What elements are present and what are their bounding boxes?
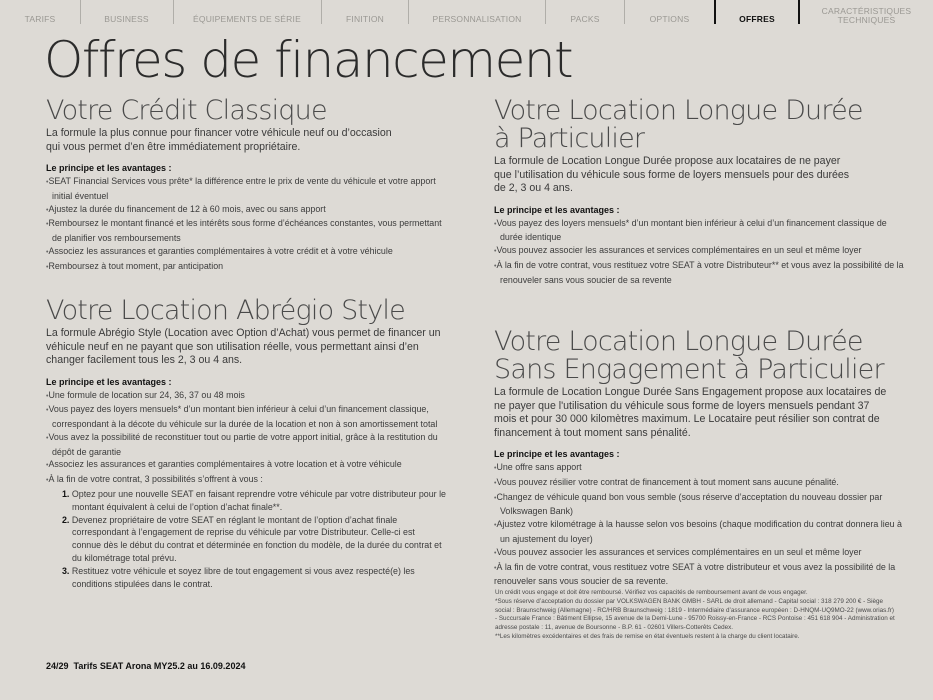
step-text: Devenez propriétaire de votre SEAT en réglant le montant de l’option d’achat finale correspondant à l’engagement de reprise du véhicule par votre Distributeur. Celle-ci est connue dès le début du contrat et déterminée en fonction du modèle, de la durée du contrat et du kilométrage total prévu.	[71, 514, 442, 564]
nav-tab-options[interactable]	[625, 0, 714, 26]
top-navigation	[0, 0, 933, 26]
list-item: • Vous pouvez associer les assurances et services complémentaires en un seul et même loyer	[494, 244, 904, 259]
nav-tab-label: OFFRES	[739, 14, 775, 24]
section-title: Votre Crédit Classique	[46, 95, 327, 126]
advantages-list	[46, 175, 446, 275]
list-item: • Une offre sans apport	[494, 461, 904, 476]
section-abregio-style	[46, 297, 446, 590]
section-lld-particulier	[494, 97, 904, 286]
list-item: • SEAT Financial Services vous prête* la différence entre le prix de vente du véhicule et votre apport initial éventuel	[46, 175, 446, 203]
list-item: • Associez les assurances et garanties complémentaires à votre location et à votre véhicule	[46, 458, 446, 473]
nav-tab-label: TARIFS	[24, 14, 56, 24]
list-item: • Ajustez la durée du financement de 12 à 60 mois, avec ou sans apport	[46, 203, 446, 218]
list-item: • Vous pouvez résilier votre contrat de financement à tout moment sans aucune pénalité.	[494, 476, 904, 491]
section-intro: La formule de Location Longue Durée Sans Engagement propose aux locataires de ne payer que l'utilisation du véhicule sous forme de loyers mensuels pendant 37 mois et pour 30 000 kilomètres maximum. Le Locataire peut résilier son contrat de financement à tout moment sans pénalité.	[494, 386, 887, 439]
page-footer	[46, 661, 245, 671]
legal-footnotes	[495, 589, 895, 642]
nav-tab-label: BUSINESS	[104, 14, 149, 24]
list-item: • Associez les assurances et garanties complémentaires à votre crédit et à votre véhicule	[46, 245, 446, 260]
section-subtitle: Le principe et les avantages :	[46, 163, 172, 173]
advantages-list	[494, 217, 904, 287]
nav-tab-label: FINITION	[346, 14, 384, 24]
section-intro: La formule de Location Longue Durée propose aux locataires de ne payer que l’utilisation du véhicule sous forme de loyers mensuels pour des durées de 2, 3 ou 4 ans.	[494, 155, 850, 194]
section-credit-classique	[46, 97, 446, 275]
list-item: • Ajustez votre kilométrage à la hausse selon vos besoins (chaque modification du contrat donnera lieu à un ajustement du loyer)	[494, 518, 904, 546]
nav-tab-equipements[interactable]	[174, 0, 320, 26]
nav-tab-label: CARACTÉRISTIQUES TECHNIQUES	[821, 6, 912, 25]
nav-tab-offres[interactable]	[716, 0, 798, 26]
footnote: *Sous réserve d’acceptation du dossier par VOLKSWAGEN BANK GMBH - SARL de droit allemand - Capital social : 318 279 200 € - Siège social : Braunschweig (Allemagne) - RC/HRB Braunschweig : 1819 - Intermédiaire d’assurance européen : D-HNQM-UQ9MO-22 (www.orias.fr) - Succursale France : Bâtiment Ellipse, 15 avenue de la Demi-Lune - 95700 Roissy-en-France - RCS Pontoise : 451 618 904 - Administration et adresse postale : 11, avenue de Boursonne - B.P. 61 - 02601 Villers-Cotterêts Cedex.	[495, 598, 895, 631]
list-item: • Vous pouvez associer les assurances et services complémentaires en un seul et même loyer	[494, 546, 904, 561]
section-subtitle: Le principe et les avantages :	[46, 376, 172, 387]
list-item: • Vous payez des loyers mensuels* d’un montant bien inférieur à celui d’un financement classique, correspondant à la décote du véhicule sur la durée de la location et non à son amortissement total	[46, 403, 446, 431]
nav-tab-label: ÉQUIPEMENTS DE SÉRIE	[193, 14, 301, 24]
nav-tab-label: OPTIONS	[649, 14, 690, 24]
numbered-item	[62, 514, 446, 565]
advantages-list	[46, 389, 446, 489]
section-intro: La formule la plus connue pour financer votre véhicule neuf ou d’occasion qui vous permet d’en être immédiatement propriétaire.	[46, 127, 392, 153]
section-lld-sans-engagement	[494, 328, 904, 588]
list-item: • À la fin de votre contrat, 3 possibilités s’offrent à vous :	[46, 473, 446, 488]
nav-tab-business[interactable]	[81, 0, 172, 26]
step-number: 1.	[62, 489, 70, 500]
step-number: 2.	[62, 514, 70, 525]
advantages-list	[494, 461, 904, 588]
nav-tab-personnalisation[interactable]	[409, 0, 545, 26]
step-number: 3.	[62, 565, 70, 576]
footnote: Un crédit vous engage et doit être remboursé. Vérifiez vos capacités de remboursement avant de vous engager.	[495, 589, 808, 596]
section-title-line: Sans Engagement à Particulier	[494, 354, 884, 385]
list-item: • Remboursez à tout moment, par anticipation	[46, 260, 446, 275]
nav-tab-caracteristiques[interactable]	[800, 0, 933, 26]
document-reference: Tarifs SEAT Arona MY25.2 au 16.09.2024	[73, 661, 246, 671]
section-subtitle: Le principe et les avantages :	[494, 449, 620, 459]
nav-tab-label: PACKS	[570, 14, 600, 24]
list-item: • Changez de véhicule quand bon vous semble (sous réserve d’acceptation du nouveau dossier par Volkswagen Bank)	[494, 491, 904, 519]
page-title: Offres de financement	[44, 31, 573, 89]
end-of-contract-options	[62, 488, 446, 590]
list-item: • Une formule de location sur 24, 36, 37 ou 48 mois	[46, 389, 446, 404]
section-title-line: Votre Location Longue Durée	[494, 95, 863, 126]
page-number: 24/29	[46, 661, 69, 671]
nav-tab-label: PERSONNALISATION	[432, 14, 522, 24]
section-title	[494, 328, 904, 384]
footnote: **Les kilomètres excédentaires et des frais de remise en état éventuels restent à la charge du client locataire.	[495, 633, 800, 641]
nav-tab-packs[interactable]	[546, 0, 624, 26]
section-title-line: à Particulier	[494, 123, 645, 154]
list-item: • À la fin de votre contrat, vous restituez votre SEAT à votre Distributeur** et vous avez la possibilité de la renouveler sans vous soucier de sa revente	[494, 259, 904, 287]
section-intro: La formule Abrégio Style (Location avec Option d’Achat) vous permet de financer un véhicule neuf en ne payant que son utilisation réelle, vous permettant ainsi d’en changer facilement tous les 2, 3 ou 4 ans.	[46, 327, 441, 366]
list-item: • À la fin de votre contrat, vous restituez votre SEAT à votre distributeur et vous avez la possibilité de la renouveler sans vous soucier de sa revente.	[494, 561, 904, 589]
numbered-item	[62, 488, 446, 514]
step-text: Restituez votre véhicule et soyez libre de tout engagement si vous avez respecté(e) les conditions stipulées dans le contrat.	[71, 565, 415, 589]
section-title: Votre Location Abrégio Style	[46, 295, 405, 326]
list-item: • Remboursez le montant financé et les intérêts sous forme d’échéances constantes, vous permettant de planifier vos remboursements	[46, 217, 446, 245]
section-subtitle: Le principe et les avantages :	[494, 204, 620, 215]
section-title	[494, 97, 904, 153]
section-title-line: Votre Location Longue Durée	[494, 326, 863, 357]
step-text: Optez pour une nouvelle SEAT en faisant reprendre votre véhicule par votre distributeur pour le montant équivalent à celui de l’option d’achat finale**.	[71, 489, 446, 512]
list-item: • Vous avez la possibilité de reconstituer tout ou partie de votre apport initial, grâce à la restitution du dépôt de garantie	[46, 431, 446, 459]
numbered-item	[62, 565, 446, 591]
nav-tab-finition[interactable]	[322, 0, 408, 26]
list-item: • Vous payez des loyers mensuels* d’un montant bien inférieur à celui d’un financement classique de durée identique	[494, 217, 904, 245]
nav-tab-tarifs[interactable]	[0, 0, 80, 26]
